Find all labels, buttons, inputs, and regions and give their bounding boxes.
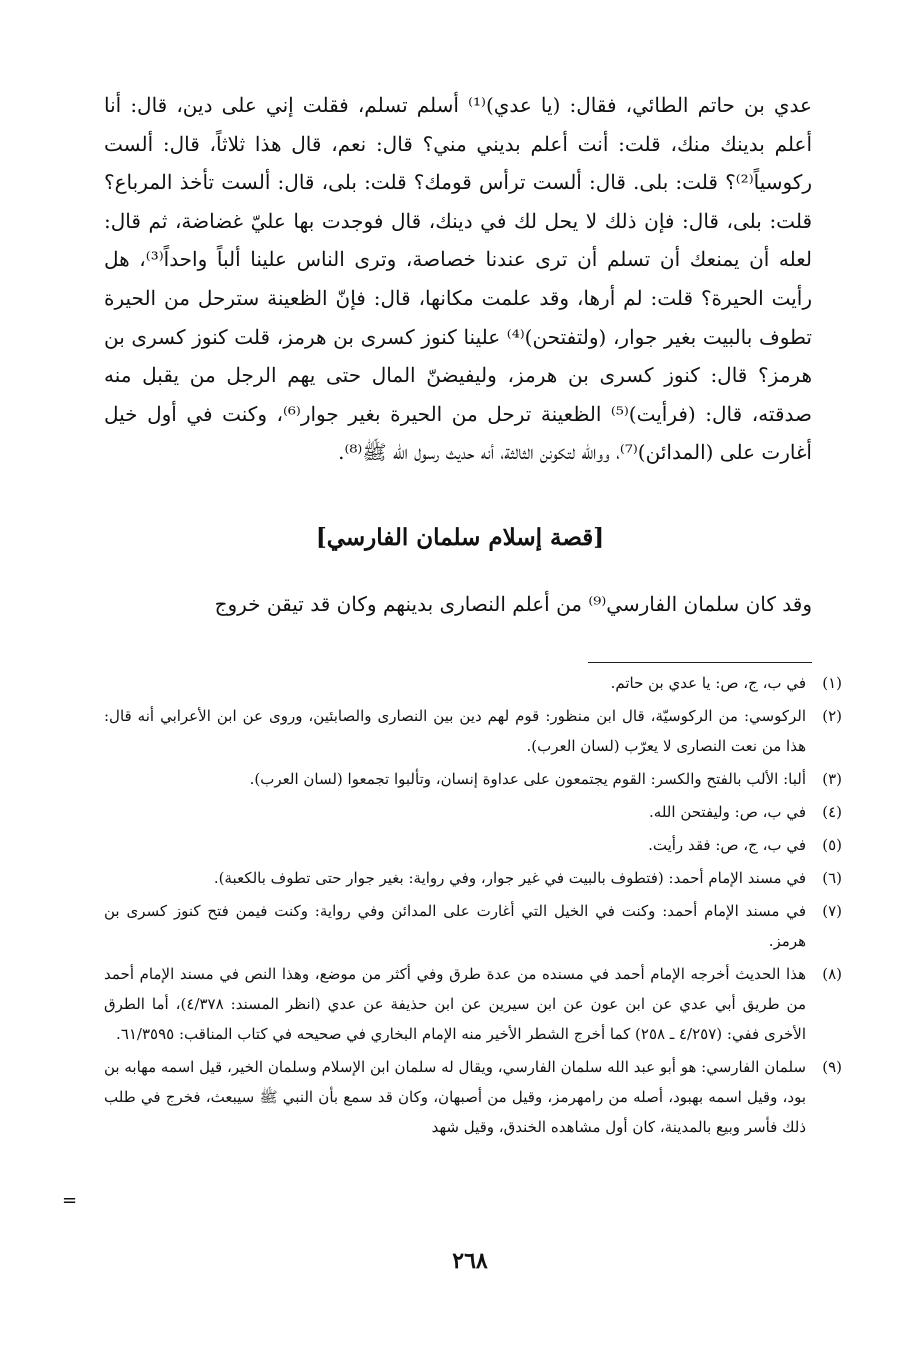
- footnote-9: [104, 1052, 842, 1142]
- footnote-number: (٩): [822, 1058, 842, 1076]
- footnote-number: (٥): [822, 836, 842, 854]
- footnote-text: ألبا: الألب بالفتح والكسر: القوم يجتمعون على عداوة إنسان، وتألبوا تجمعوا (لسان العرب).: [249, 770, 806, 788]
- footnote-number: (٦): [822, 869, 842, 887]
- footnote-number: (٤): [822, 803, 842, 821]
- footnote-text: في ب، ج، ص: فقد رأيت.: [648, 836, 806, 854]
- main-text: [104, 86, 812, 472]
- footnote-number: (٢): [822, 707, 842, 725]
- footnote-text: هذا الحديث أخرجه الإمام أحمد في مسنده من عدة طرق وفي أكثر من موضع، وهذا النص في مسند الإمام أحمد من طريق أبي عدي عن ابن عون عن ابن سيرين عن ابن حذيفة عن عدي (انظر المسند: ٤/٣٧٨)، أما الطرق الأخرى ففي: (٤/٢٥٧ ـ ٢٥٨) كما أخرج الشطر الأخير منه الإمام البخاري في صحيحه في كتاب المناقب: ٦١/٣٥٩٥.: [104, 965, 806, 1043]
- footnote-8: [104, 959, 842, 1049]
- footnote-number: (٧): [822, 902, 842, 920]
- footnote-3: [104, 764, 842, 794]
- footnote-text: في مسند الإمام أحمد: وكنت في الخيل التي أغارت على المدائن وفي رواية: وكنت فيمن فتح كنوز كسرى بن هرمز.: [104, 902, 806, 950]
- footnote-text: في ب، ص: وليفتحن الله.: [649, 803, 806, 821]
- continuation-mark: =: [62, 1190, 78, 1211]
- footnote-text: الركوسي: من الركوسيّة، قال ابن منظور: قوم لهم دين بين النصارى والصابئين، وروى عن ابن الأعرابي أنه قال: هذا من نعت النصارى لا يعرّب (لسان العرب).: [104, 707, 806, 755]
- footnote-number: (١): [822, 674, 842, 692]
- footnote-7: [104, 896, 842, 956]
- footnote-2: [104, 701, 842, 761]
- footnotes: [104, 668, 842, 1145]
- footnote-text: سلمان الفارسي: هو أبو عبد الله سلمان الفارسي، ويقال له سلمان ابن الإسلام وسلمان الخير، قيل اسمه مهابه بن بود، وقيل اسمه بهبود، أصله من رامهرمز، وقيل من أصبهان، وكان قد سمع بأن النبي ﷺ سيبعث، فخرج في طلب ذلك فأسر وبيع بالمدينة، كان أول مشاهده الخندق، وقيل شهد: [104, 1058, 806, 1136]
- footnote-5: [104, 830, 842, 860]
- page-number: ٢٦٨: [452, 1248, 488, 1274]
- footnote-6: [104, 863, 842, 893]
- section-heading: [قصة إسلام سلمان الفارسي]: [315, 524, 605, 551]
- footnote-4: [104, 797, 842, 827]
- footnote-text: في مسند الإمام أحمد: (فتطوف بالبيت في غير جوار، وفي رواية: بغير جوار حتى تطوف بالكعبة).: [213, 869, 806, 887]
- footnote-number: (٣): [822, 770, 842, 788]
- footnote-number: (٨): [822, 965, 842, 983]
- section-paragraph: وقد كان سلمان الفارسي⁽⁹⁾ من أعلم النصارى بدينهم وكان قد تيقن خروج: [214, 592, 812, 616]
- footnote-1: [104, 668, 842, 698]
- footnote-separator: [588, 662, 812, 663]
- main-paragraph: عدي بن حاتم الطائي، فقال: (يا عدي)⁽¹⁾ أسلم تسلم، فقلت إني على دين، قال: أنا أعلم بدينك منك، قلت: أنت أعلم بديني مني؟ قال: نعم، قال هذا ثلاثاً، قال: ألست ركوسياً⁽²⁾؟ قلت: بلى. قال: ألست ترأس قومك؟ قلت: بلى، قال: ألست تأخذ المرباع؟ قلت: بلى، قال: فإن ذلك لا يحل لك في دينك، قال فوجدت بها عليّ غضاضة، ثم قال: لعله أن يمنعك أن تسلم أن ترى عندنا خصاصة، وترى الناس علينا ألباً واحداً⁽³⁾، هل رأيت الحيرة؟ قلت: لم أرها، وقد علمت مكانها، قال: فإنّ الظعينة سترحل من الحيرة تطوف بالبيت بغير جوار، (ولتفتحن)⁽⁴⁾ علينا كنوز كسرى بن هرمز، قلت كنوز كسرى بن هرمز؟ قال: كنوز كسرى بن هرمز، وليفيضنّ المال حتى يهم الرجل من يقبل منه صدقته، قال: (فرأيت)⁽⁵⁾ الظعينة ترحل من الحيرة بغير جوار⁽⁶⁾، وكنت في أول خيل أغارت على (المدائن)⁽⁷⁾، ووالله لتكونن الثالثة، أنه حديث رسول الله ﷺ⁽⁸⁾.: [104, 93, 813, 465]
- footnote-text: في ب، ج، ص: يا عدي بن حاتم.: [610, 674, 806, 692]
